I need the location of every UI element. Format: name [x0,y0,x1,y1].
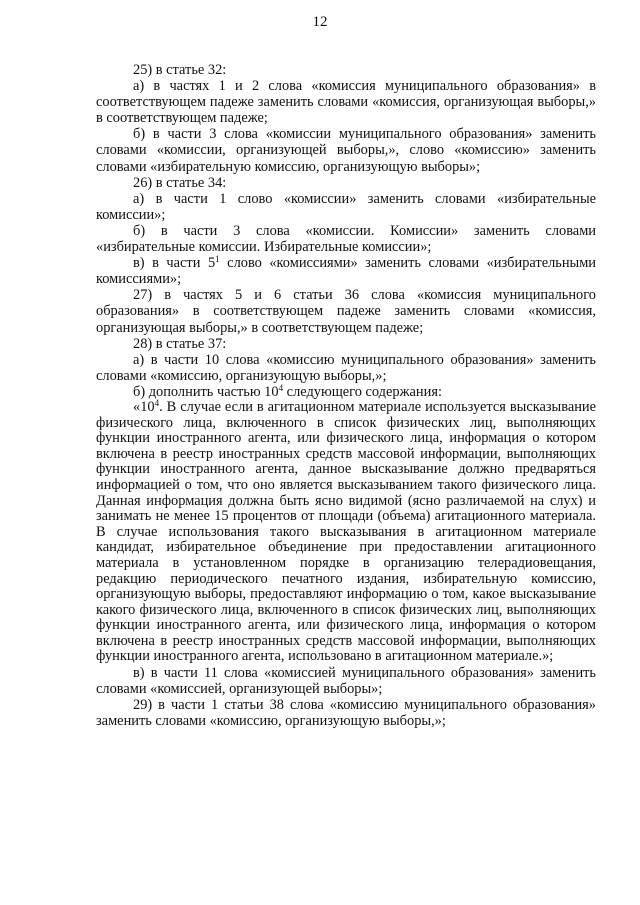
paragraph-10-4-quote [96,397,596,665]
text-segment: б) дополнить частью 10 [133,383,279,400]
page-number: 12 [312,14,328,30]
superscript: 4 [278,382,284,393]
paragraph-28c: в) в части 11 слова «комиссией муниципального образования» заменить словами «комиссией, организующей выборы»; [96,665,596,698]
text-segment: слово «комиссиями» заменить словами «избирательными комиссиями»; [96,255,596,288]
paragraph-26: 26) в статье 34: [133,174,227,191]
paragraph-26a: а) в части 1 слово «комиссии» заменить словами «избирательные комиссии»; [96,190,596,223]
paragraph-25b: б) в части 3 слова «комиссии муниципального образования» заменить словами «комиссии, организующей выборы,», слово «комиссию» заменить словами «избирательную комиссию, организующую выборы»; [96,126,596,175]
paragraph-25: 25) в статье 32: [133,62,227,78]
paragraph-28: 28) в статье 37: [133,335,227,352]
document-body [96,62,596,729]
paragraph-26b: б) в части 3 слова «комиссии. Комиссии» заменить словами «избирательные комиссии. Избирательные комиссии»; [96,222,596,256]
paragraph-25a: а) в частях 1 и 2 слова «комиссия муниципального образования» в соответствующем падеже заменить словами «комиссия, организующая выборы,» в соответствующем падеже; [96,78,596,127]
text-segment: следующего содержания: [283,383,442,400]
text-segment: в) в части 5 [133,255,216,272]
text-segment: . В случае если в агитационном материале используется высказывание физического лица, включенного в список физических лиц, выполняющих функции иностранного агента, или физического лица, информация о котором включена в реестр иностранных средств массовой информации, выполняющих функции иностранного агента, данное высказывание должно предваряться информацией о том, что оно является высказыванием такого физического лица. Данная информация должна быть ясно видимой (ясно различаемой на слух) и занимать не менее 15 процентов от площади (объема) агитационного материала. В случае использования такого высказывания в агитационном материале кандидат, избирательное объединение при предоставлении агитационного материала в установленном порядке в организацию телерадиовещания, редакцию периодического печатного издания, избирательную комиссию, организующую выборы, предоставляют информацию о том, какое высказывание какого физического лица, включенного в список физических лиц, выполняющих функции иностранного агента, или физического лица, информация о котором включена в реестр иностранных средств массовой информации, выполняющих функции иностранного агента, использовано в агитационном материале.»; [96,398,596,665]
text-segment: «10 [133,398,155,415]
paragraph-29: 29) в части 1 статьи 38 слова «комиссию муниципального образования» заменить словами «комиссию, организующую выборы,»; [96,697,596,730]
paragraph-26c [96,255,596,287]
paragraph-27: 27) в частях 5 и 6 статьи 36 слова «комиссия муниципального образования» в соответствующем падеже заменить словами «комиссия, организующая выборы,» в соответствующем падеже; [96,287,596,336]
superscript: 4 [154,397,160,408]
paragraph-28b [96,384,596,400]
paragraph-28a: а) в части 10 слова «комиссию муниципального образования» заменить словами «комиссию, организующую выборы,»; [96,351,596,384]
superscript: 1 [215,254,220,265]
